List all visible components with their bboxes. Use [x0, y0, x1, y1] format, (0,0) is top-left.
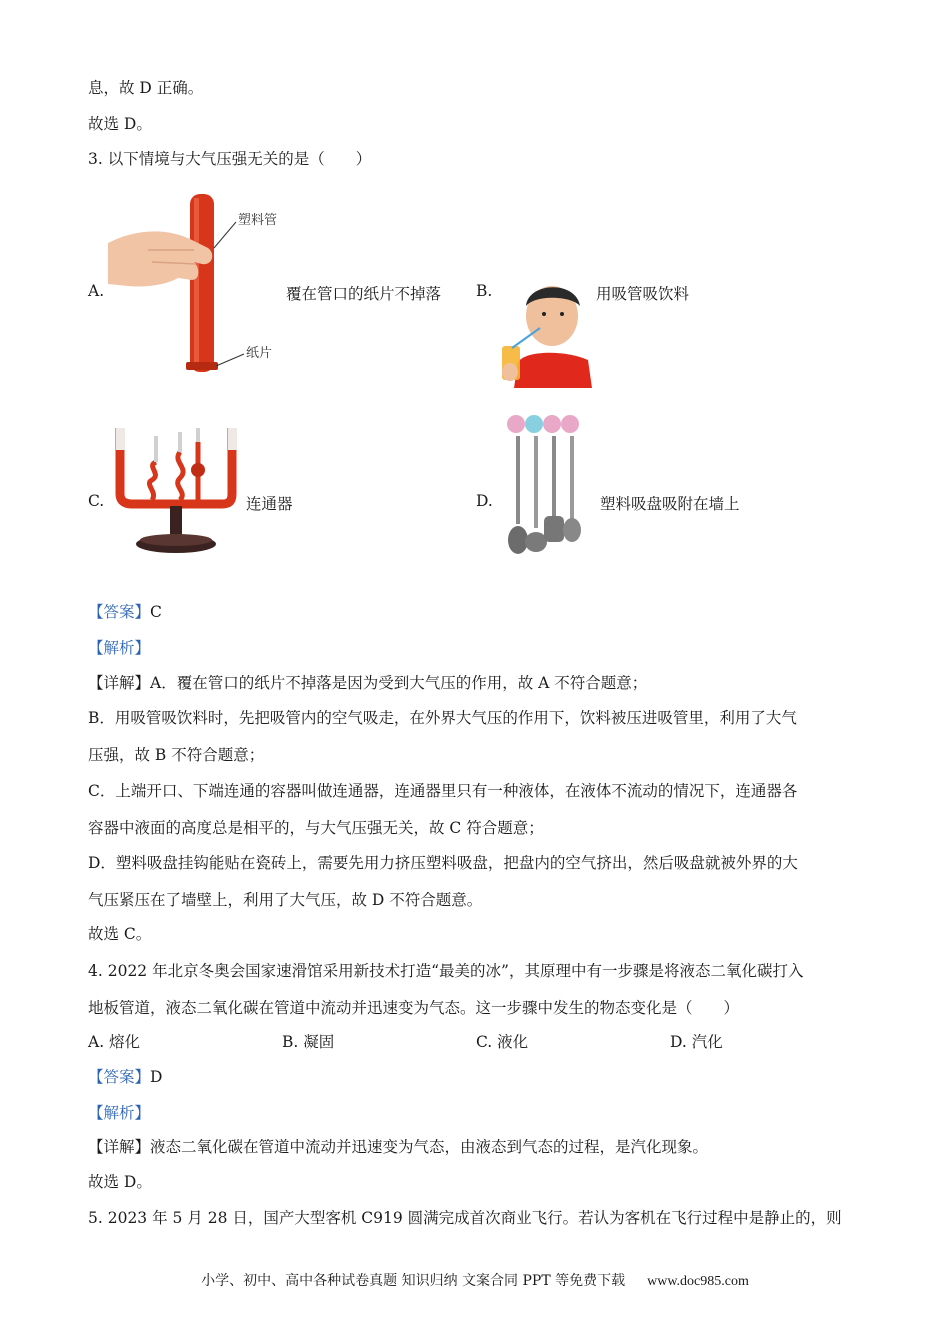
suction-cup — [525, 415, 543, 433]
question-4-stem: 地板管道，液态二氧化碳在管道中流动并迅速变为气态。这一步骤中发生的物态变化是（ ） — [88, 999, 740, 1017]
suction-cup — [543, 415, 561, 433]
answer-line — [88, 1065, 162, 1087]
question-4-stem: 4. 2022 年北京冬奥会国家速滑馆采用新技术打造“最美的冰”，其原理中有一步骤是将液态二氧化碳打入 — [88, 962, 804, 980]
answer-line — [88, 600, 162, 622]
detail-tag: 【详解】 — [88, 674, 151, 692]
option-d-text: 塑料吸盘吸附在墙上 — [600, 495, 740, 513]
detail-line: 气压紧压在了墙壁上，利用了大气压，故 D 不符合题意。 — [88, 891, 483, 909]
suction-cup — [507, 415, 525, 433]
detail-text: 液态二氧化碳在管道中流动并迅速变为气态，由液态到气态的过程，是汽化现象。 — [150, 1138, 709, 1156]
detail-tag: 【详解】 — [88, 1138, 151, 1156]
plastic-tube — [190, 194, 214, 372]
option-d-figure — [502, 412, 586, 558]
option-a-letter: A. — [88, 282, 105, 300]
conclusion: 故选 D。 — [88, 1173, 152, 1191]
paper-sheet — [186, 362, 218, 370]
red-shirt — [514, 353, 592, 388]
detail-line: 容器中液面的高度总是相平的，与大气压强无关，故 C 符合题意； — [88, 819, 544, 837]
detail-line: D．塑料吸盘挂钩能贴在瓷砖上，需要先用力挤压塑料吸盘，把盘内的空气挤出，然后吸盘就被外界的大 — [88, 854, 798, 872]
text-line: 息，故 D 正确。 — [88, 79, 204, 97]
answer-tag: 【答案】 — [88, 603, 151, 621]
answer-tag: 【答案】 — [88, 1068, 151, 1086]
analysis-tag: 【解析】 — [88, 1104, 151, 1122]
detail-line: 压强，故 B 不符合题意； — [88, 746, 265, 764]
answer-value: D — [150, 1068, 163, 1086]
option-d-letter: D. — [476, 492, 493, 510]
option-c-letter: C. — [88, 492, 105, 510]
option-b-figure — [496, 272, 594, 388]
analysis-tag: 【解析】 — [88, 639, 151, 657]
q4-option-a: A. 熔化 — [88, 1033, 141, 1051]
page-footer — [0, 1270, 950, 1290]
option-c-text: 连通器 — [246, 495, 293, 513]
suction-cup — [561, 415, 579, 433]
option-a-figure — [108, 188, 288, 388]
q4-option-c: C. 液化 — [476, 1033, 529, 1051]
fig-label-tube: 塑料管 — [238, 213, 278, 228]
option-c-figure — [110, 422, 242, 558]
conclusion: 故选 C。 — [88, 925, 152, 943]
text-line: 故选 D。 — [88, 115, 152, 133]
detail-line: C．上端开口、下端连通的容器叫做连通器，连通器里只有一种液体，在液体不流动的情况下，连通器各 — [88, 782, 798, 800]
option-b-letter: B. — [476, 282, 493, 300]
option-b-text: 用吸管吸饮料 — [596, 285, 690, 303]
detail-line — [88, 1135, 708, 1157]
detail-line — [88, 671, 647, 693]
question-3-stem: 3. 以下情境与大气压强无关的是（ ） — [88, 150, 372, 168]
q4-option-b: B. 凝固 — [282, 1033, 335, 1051]
detail-text: A．覆在管口的纸片不掉落是因为受到大气压的作用，故 A 不符合题意； — [150, 674, 648, 692]
option-a-text: 覆在管口的纸片不掉落 — [286, 285, 442, 303]
answer-value: C — [150, 603, 162, 621]
footer-text: 小学、初中、高中各种试卷真题 知识归纳 文案合同 PPT 等免费下载 — [201, 1273, 626, 1289]
footer-url[interactable]: www.doc985.com — [647, 1274, 749, 1289]
question-5-stem: 5. 2023 年 5 月 28 日，国产大型客机 C919 圆满完成首次商业飞行。若认为客机在飞行过程中是静止的，则 — [88, 1209, 842, 1227]
detail-line: B．用吸管吸饮料时，先把吸管内的空气吸走，在外界大气压的作用下，饮料被压进吸管里，利用了大气 — [88, 709, 797, 727]
fig-label-paper: 纸片 — [246, 346, 273, 361]
q4-option-d: D. 汽化 — [670, 1033, 723, 1051]
